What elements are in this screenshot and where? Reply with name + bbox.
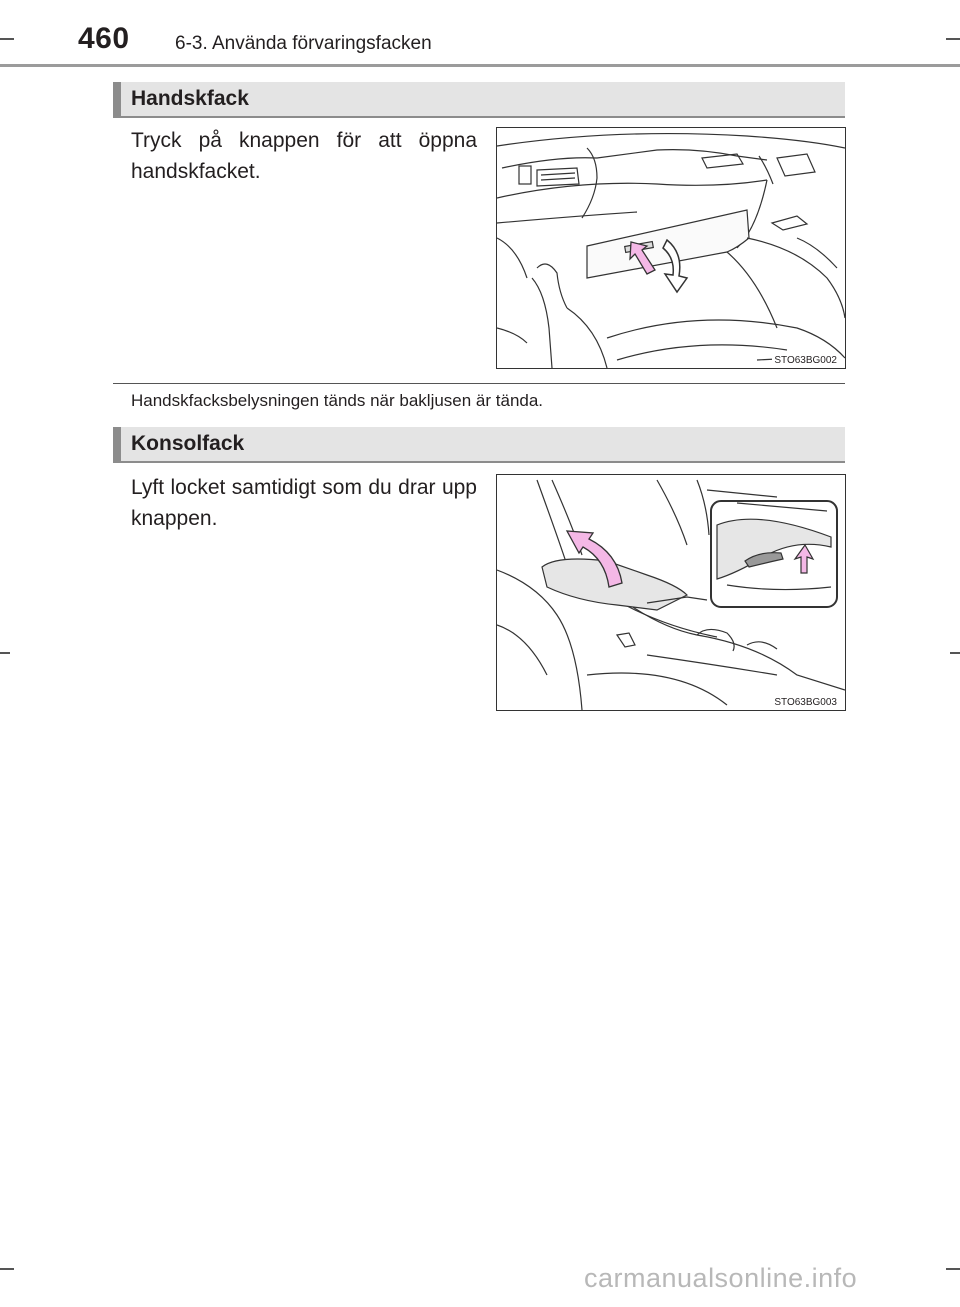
note-text: Handskfacksbelysningen tänds när bakljusen är tända. [131, 391, 544, 410]
chapter-title: 6-3. Använda förvaringsfacken [175, 33, 432, 54]
heading-bar [113, 82, 121, 118]
crop-mark [0, 652, 10, 654]
console-drawing [497, 475, 845, 710]
glovebox-illustration [496, 127, 846, 369]
crop-mark [946, 1268, 960, 1270]
section-heading-konsolfack [113, 427, 845, 463]
crop-mark [950, 652, 960, 654]
section-heading-handskfack [113, 82, 845, 118]
heading-bar [113, 427, 121, 463]
note-divider [113, 383, 845, 384]
watermark: carmanualsonline.info [584, 1263, 858, 1293]
instruction-text: Lyft locket samtidigt som du drar upp knappen. [131, 476, 477, 530]
section-heading-text: Konsolfack [131, 432, 245, 455]
figure-code: STO63BG003 [774, 697, 837, 708]
glovebox-drawing [497, 128, 845, 368]
section-heading-text: Handskfack [131, 87, 249, 110]
crop-mark [946, 38, 960, 40]
instruction-text: Tryck på knappen för att öppna handskfacket. [131, 129, 477, 183]
crop-mark [0, 38, 14, 40]
page-number: 460 [78, 22, 130, 55]
figure-code: STO63BG002 [774, 355, 837, 366]
header-rule [0, 64, 960, 67]
console-box-illustration [496, 474, 846, 711]
crop-mark [0, 1268, 14, 1270]
